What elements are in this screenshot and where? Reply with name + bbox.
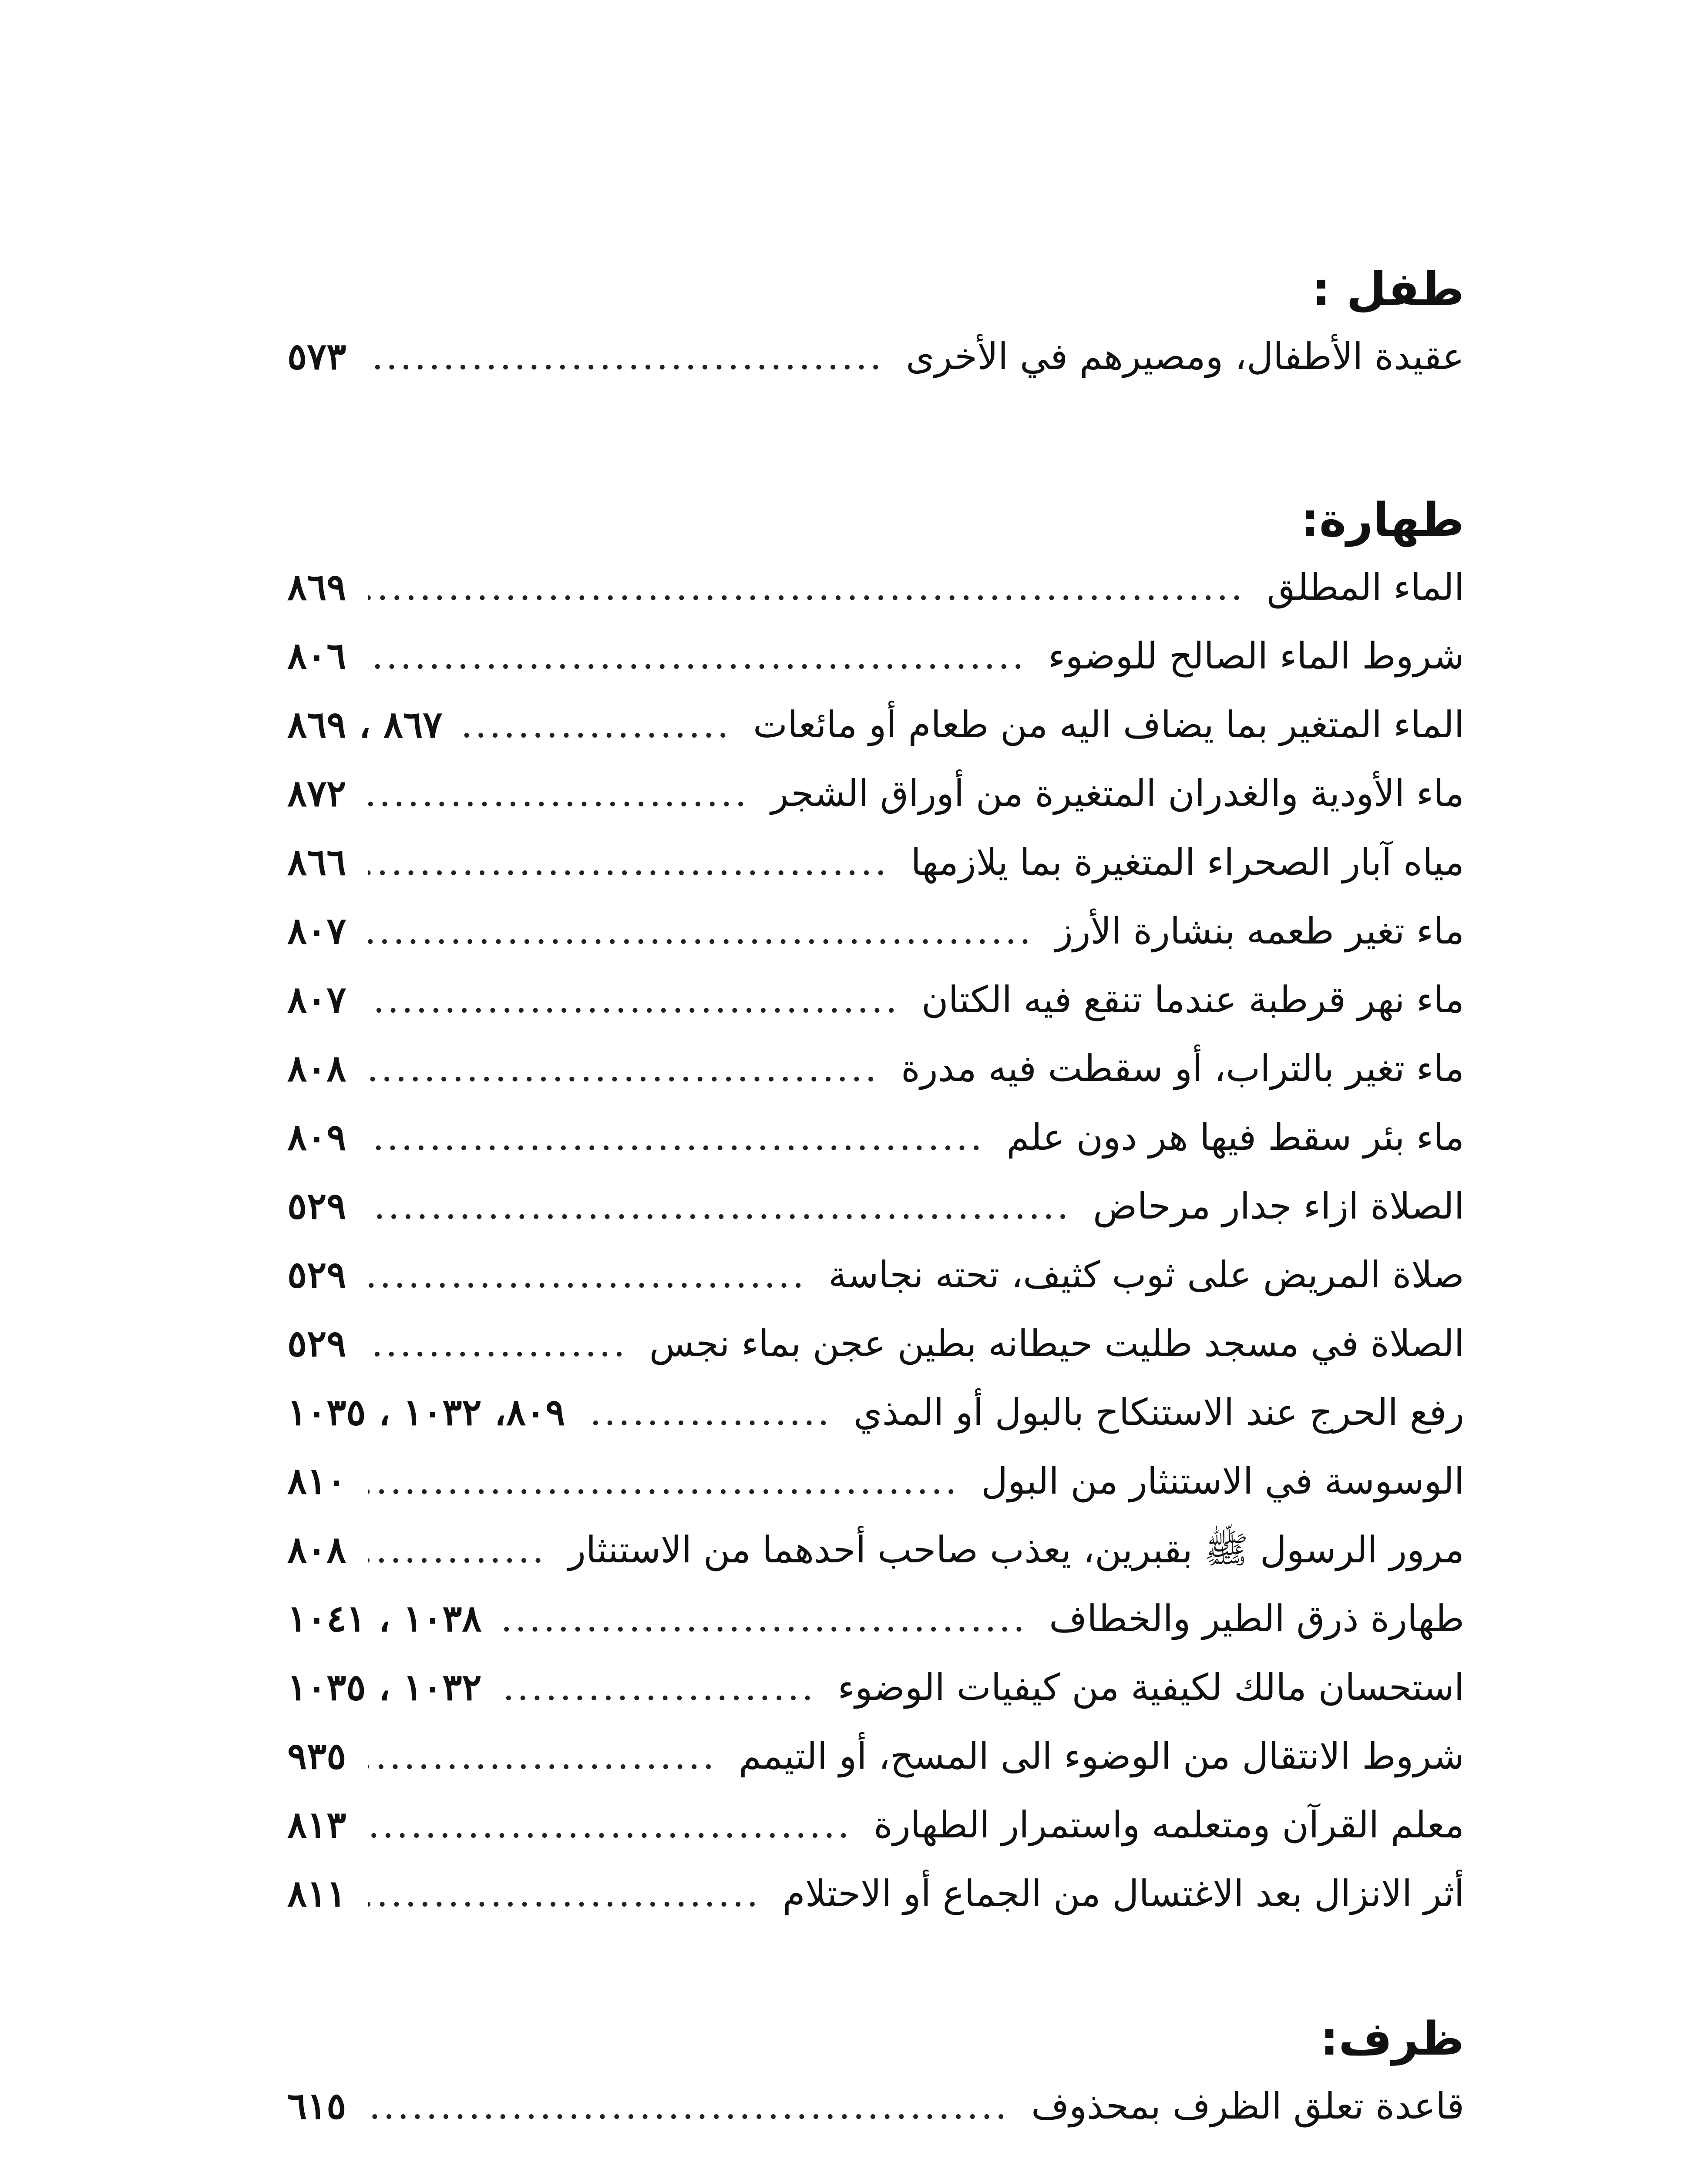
entry-text: الماء المتغير بما يضاف اليه من طعام أو مائعات <box>753 703 1464 746</box>
entry-page-ref: ٥٢٩ <box>287 1253 346 1296</box>
entry-page-ref: ٨٠٩، ١٠٣٢ ، ١٠٣٥ <box>287 1390 565 1434</box>
dot-leader <box>368 621 1026 690</box>
index-entry <box>287 965 1464 1034</box>
entry-text: الوسوسة في الاستنثار من البول <box>981 1460 1464 1502</box>
dot-leader <box>368 897 1033 965</box>
dot-leader <box>368 1515 546 1584</box>
dot-leader <box>368 759 749 828</box>
entry-page-ref: ١٠٣٢ ، ١٠٣٥ <box>287 1666 482 1709</box>
index-entry <box>287 1309 1464 1378</box>
dot-leader <box>368 1859 760 1928</box>
dot-leader <box>368 322 884 391</box>
entry-page-ref: ٥٧٣ <box>287 335 346 378</box>
entry-text: الصلاة ازاء جدار مرحاض <box>1093 1185 1464 1227</box>
entry-text: مرور الرسول ﷺ بقبرين، يعذب صاحب أحدهما من الاستنثار <box>568 1528 1464 1571</box>
index-entry <box>287 1447 1464 1515</box>
entry-text: ماء تغير بالتراب، أو سقطت فيه مدرة <box>901 1047 1464 1090</box>
entry-text: قاعدة تعلق الظرف بمحذوف <box>1031 2085 1464 2127</box>
entry-page-ref: ٨١٠ <box>287 1459 346 1502</box>
entry-page-ref: ٨١٣ <box>287 1803 346 1846</box>
index-entry <box>287 553 1464 621</box>
entry-text: ماء بئر سقط فيها هر دون علم <box>1006 1116 1464 1159</box>
entry-text: شروط الانتقال من الوضوء الى المسح، أو التيمم <box>738 1735 1464 1777</box>
dot-leader <box>368 1034 879 1103</box>
index-entry <box>287 1653 1464 1722</box>
dot-leader <box>464 690 731 759</box>
dot-leader <box>587 1378 832 1447</box>
entry-page-ref: ٨٦٧ ، ٨٦٩ <box>287 703 443 746</box>
dot-leader <box>368 1790 852 1859</box>
entry-page-ref: ٨٠٧ <box>287 909 346 952</box>
dot-leader <box>368 1447 959 1515</box>
index-entry <box>287 1240 1464 1309</box>
entry-text: أثر الانزال بعد الاغتسال من الجماع أو الاحتلام <box>782 1872 1464 1915</box>
section-heading: طهارة: <box>1301 493 1464 547</box>
index-entry <box>287 1103 1464 1172</box>
entry-text: الماء المطلق <box>1267 566 1464 608</box>
section-tifl <box>287 261 1464 391</box>
section-heading: ظرف: <box>1320 2012 1464 2065</box>
index-entry <box>287 828 1464 897</box>
dot-leader <box>368 553 1245 621</box>
entry-page-ref: ٩٣٥ <box>287 1734 346 1777</box>
index-entry <box>287 1515 1464 1584</box>
index-entry <box>287 897 1464 965</box>
index-entry <box>287 1859 1464 1928</box>
entry-page-ref: ٨٠٩ <box>287 1115 346 1159</box>
entry-text: شروط الماء الصالح للوضوء <box>1048 635 1464 677</box>
entry-page-ref: ٥٢٩ <box>287 1322 346 1365</box>
entry-page-ref: ٨٠٦ <box>287 634 346 677</box>
entry-page-ref: ٨٦٦ <box>287 840 346 883</box>
entry-text: رفع الحرج عند الاستنكاح بالبول أو المذي <box>853 1391 1464 1434</box>
entry-text: الصلاة في مسجد طليت حيطانه بطين عجن بماء نجس <box>649 1322 1464 1365</box>
entry-text: ماء نهر قرطبة عندما تنقع فيه الكتان <box>921 978 1464 1021</box>
dot-leader <box>368 1240 807 1309</box>
dot-leader <box>368 2072 1009 2140</box>
entry-page-ref: ٨٠٨ <box>287 1528 346 1571</box>
index-entry <box>287 322 1464 391</box>
section-tahara <box>287 492 1464 1928</box>
entry-page-ref: ٨٠٧ <box>287 978 346 1021</box>
dot-leader <box>504 1653 816 1722</box>
dot-leader <box>368 1103 985 1172</box>
section-heading: طفل : <box>1311 262 1464 316</box>
entry-page-ref: ٨٠٨ <box>287 1047 346 1090</box>
entry-page-ref: ٥٢٩ <box>287 1184 346 1227</box>
dot-leader <box>368 828 889 897</box>
index-entry <box>287 621 1464 690</box>
entry-text: مياه آبار الصحراء المتغيرة بما يلازمها <box>911 841 1464 883</box>
dot-leader <box>368 1309 627 1378</box>
entry-page-ref: ٨٧٢ <box>287 772 346 815</box>
entry-page-ref: ٨٦٩ <box>287 565 346 608</box>
index-entry <box>287 1790 1464 1859</box>
index-entry <box>287 1378 1464 1447</box>
index-entry <box>287 1172 1464 1240</box>
index-entry <box>287 690 1464 759</box>
entry-text: صلاة المريض على ثوب كثيف، تحته نجاسة <box>828 1253 1464 1296</box>
entry-page-ref: ٦١٥ <box>287 2084 346 2127</box>
entry-text: استحسان مالك لكيفية من كيفيات الوضوء <box>837 1666 1464 1709</box>
index-entry <box>287 1722 1464 1790</box>
entry-page-ref: ١٠٣٨ ، ١٠٤١ <box>287 1597 482 1640</box>
dot-leader <box>368 1722 716 1790</box>
index-entry <box>287 1584 1464 1653</box>
entry-page-ref: ٨١١ <box>287 1872 346 1915</box>
dot-leader <box>368 1172 1071 1240</box>
entry-text: معلم القرآن ومتعلمه واستمرار الطهارة <box>874 1803 1464 1846</box>
entry-text: طهارة ذرق الطير والخطاف <box>1049 1597 1464 1640</box>
section-zarf <box>287 2011 1464 2140</box>
index-entry <box>287 1034 1464 1103</box>
index-entry <box>287 2072 1464 2140</box>
dot-leader <box>504 1584 1028 1653</box>
entry-text: ماء الأودية والغدران المتغيرة من أوراق الشجر <box>770 772 1464 815</box>
entry-text: عقيدة الأطفال، ومصيرهم في الأخرى <box>906 335 1464 378</box>
dot-leader <box>368 965 900 1034</box>
index-entry <box>287 759 1464 828</box>
entry-text: ماء تغير طعمه بنشارة الأرز <box>1055 910 1464 952</box>
